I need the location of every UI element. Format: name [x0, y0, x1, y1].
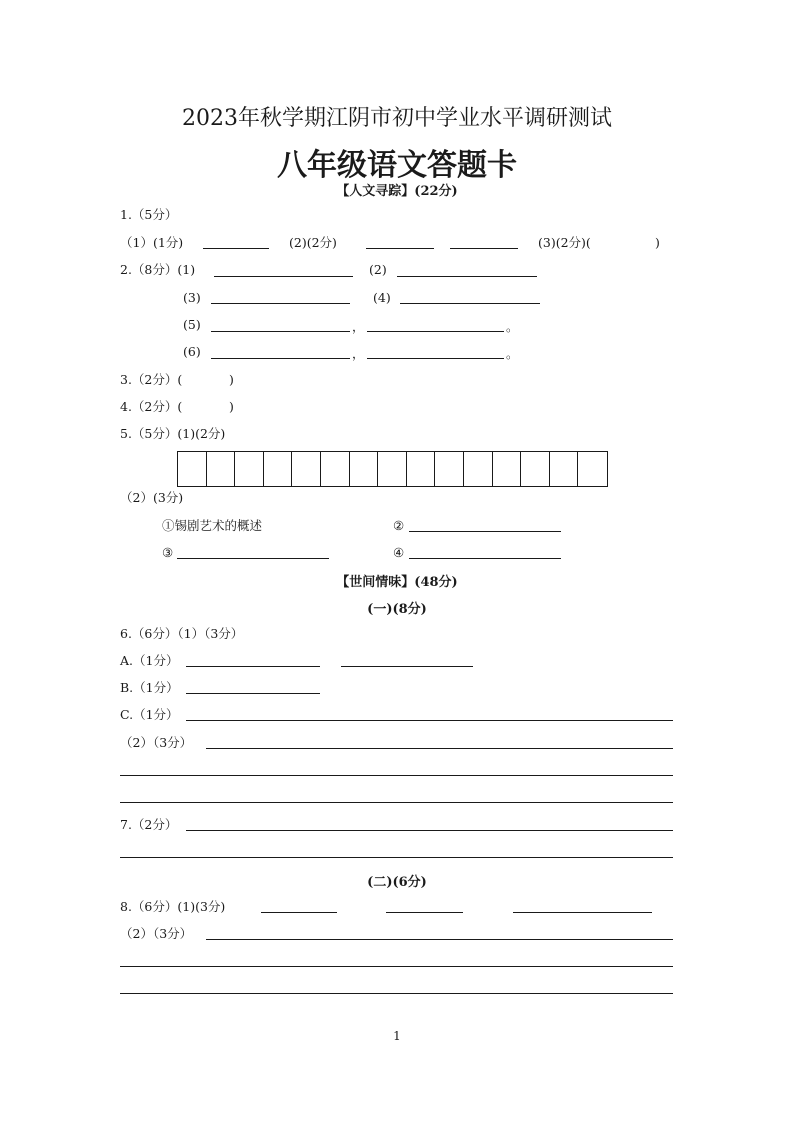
q5-part2-label: （2）(3分)	[120, 490, 184, 505]
q2-part6-period: 。	[506, 346, 519, 361]
q5-item3-answer-line[interactable]	[177, 558, 329, 559]
q2-part3-label: (3)	[183, 290, 201, 305]
q5-grid-cell[interactable]	[378, 452, 407, 486]
q5-grid-cell[interactable]	[550, 452, 579, 486]
q1-part2-label: (2)(2分)	[289, 235, 337, 250]
q6-b-label: B.（1分）	[120, 680, 179, 695]
q6-label: 6.（6分）（1）（3分）	[120, 626, 244, 641]
q2-part2-label: (2)	[369, 262, 387, 277]
q2-part5-comma: ，	[352, 319, 365, 334]
q7-answer-line-1[interactable]	[186, 830, 673, 831]
q5-grid-cell[interactable]	[207, 452, 236, 486]
q2-part6-answer-line-1[interactable]	[211, 358, 350, 359]
q1-part1-label: （1）(1分)	[120, 235, 184, 250]
q5-grid-cell[interactable]	[578, 452, 607, 486]
q1-part2-answer-line-2[interactable]	[450, 248, 518, 249]
q2-part4-label: (4)	[373, 290, 391, 305]
q2-part6-answer-line-2[interactable]	[367, 358, 504, 359]
q8-part2-answer-line-3[interactable]	[120, 993, 673, 994]
exam-title: 2023年秋学期江阴市初中学业水平调研测试	[182, 106, 612, 131]
q5-item4-answer-line[interactable]	[409, 558, 561, 559]
part-one-title: (一)(8分)	[367, 602, 427, 617]
q2-part5-answer-line-1[interactable]	[211, 331, 350, 332]
q2-part3-answer-line[interactable]	[211, 303, 350, 304]
q6-a-answer-line-1[interactable]	[186, 666, 320, 667]
card-title: 八年级语文答题卡	[277, 148, 517, 183]
q1-part3-label: (3)(2分)(	[538, 235, 591, 250]
q5-grid-cell[interactable]	[521, 452, 550, 486]
q6-c-label: C.（1分）	[120, 707, 179, 722]
q8-part1-answer-line-2[interactable]	[386, 912, 463, 913]
q4-label: 4.（2分）(	[120, 399, 183, 414]
page-number: 1	[393, 1029, 401, 1043]
q5-item2-answer-line[interactable]	[409, 531, 561, 532]
q1-part1-answer-line[interactable]	[203, 248, 269, 249]
q3-label: 3.（2分）(	[120, 372, 183, 387]
q8-part2-answer-line-1[interactable]	[206, 939, 673, 940]
q5-grid-cell[interactable]	[407, 452, 436, 486]
q2-part6-label: (6)	[183, 344, 201, 359]
q5-grid-cell[interactable]	[350, 452, 379, 486]
q6-b-answer-line[interactable]	[186, 693, 320, 694]
q1-label: 1.（5分）	[120, 207, 178, 222]
q5-grid-cell[interactable]	[264, 452, 293, 486]
q6-part2-answer-line-1[interactable]	[206, 748, 673, 749]
q5-item3-label: ③	[162, 545, 174, 560]
section-title-renwen: 【人文寻踪】(22分)	[336, 184, 458, 199]
q5-grid-cell[interactable]	[493, 452, 522, 486]
q5-item1: ①锡剧艺术的概述	[162, 518, 263, 533]
q5-item4-label: ④	[393, 545, 405, 560]
q5-grid-cell[interactable]	[235, 452, 264, 486]
q2-part6-comma: ，	[352, 346, 365, 361]
q2-part1-answer-line[interactable]	[214, 276, 353, 277]
q6-part2-answer-line-2[interactable]	[120, 775, 673, 776]
q6-part2-label: （2）（3分）	[120, 735, 193, 750]
q5-grid-cell[interactable]	[435, 452, 464, 486]
section-title-shijian: 【世间情味】(48分)	[336, 575, 458, 590]
q8-part1-answer-line-1[interactable]	[261, 912, 337, 913]
q2-part5-label: (5)	[183, 317, 201, 332]
q8-part2-label: （2）（3分）	[120, 926, 193, 941]
q1-part2-answer-line-1[interactable]	[366, 248, 434, 249]
q1-part3-close: )	[655, 235, 660, 250]
q7-label: 7.（2分）	[120, 817, 178, 832]
q8-part2-answer-line-2[interactable]	[120, 966, 673, 967]
q5-label: 5.（5分）(1)(2分)	[120, 426, 226, 441]
q5-grid-cell[interactable]	[178, 452, 207, 486]
q2-part5-answer-line-2[interactable]	[367, 331, 504, 332]
q3-close: )	[229, 372, 234, 387]
q5-answer-grid[interactable]	[177, 451, 608, 487]
q5-grid-cell[interactable]	[292, 452, 321, 486]
q2-part2-answer-line[interactable]	[397, 276, 537, 277]
q8-part1-answer-line-3[interactable]	[513, 912, 652, 913]
q8-label: 8.（6分）(1)(3分)	[120, 899, 226, 914]
q6-c-answer-line[interactable]	[186, 720, 673, 721]
q6-a-answer-line-2[interactable]	[341, 666, 473, 667]
q5-grid-cell[interactable]	[464, 452, 493, 486]
q2-part5-period: 。	[506, 319, 519, 334]
q7-answer-line-2[interactable]	[120, 857, 673, 858]
part-two-title: (二)(6分)	[367, 875, 427, 890]
q4-close: )	[229, 399, 234, 414]
q5-grid-cell[interactable]	[321, 452, 350, 486]
q6-part2-answer-line-3[interactable]	[120, 802, 673, 803]
q5-item2-label: ②	[393, 518, 405, 533]
q6-a-label: A.（1分）	[120, 653, 179, 668]
q2-part4-answer-line[interactable]	[400, 303, 540, 304]
q2-label: 2.（8分）(1)	[120, 262, 196, 277]
